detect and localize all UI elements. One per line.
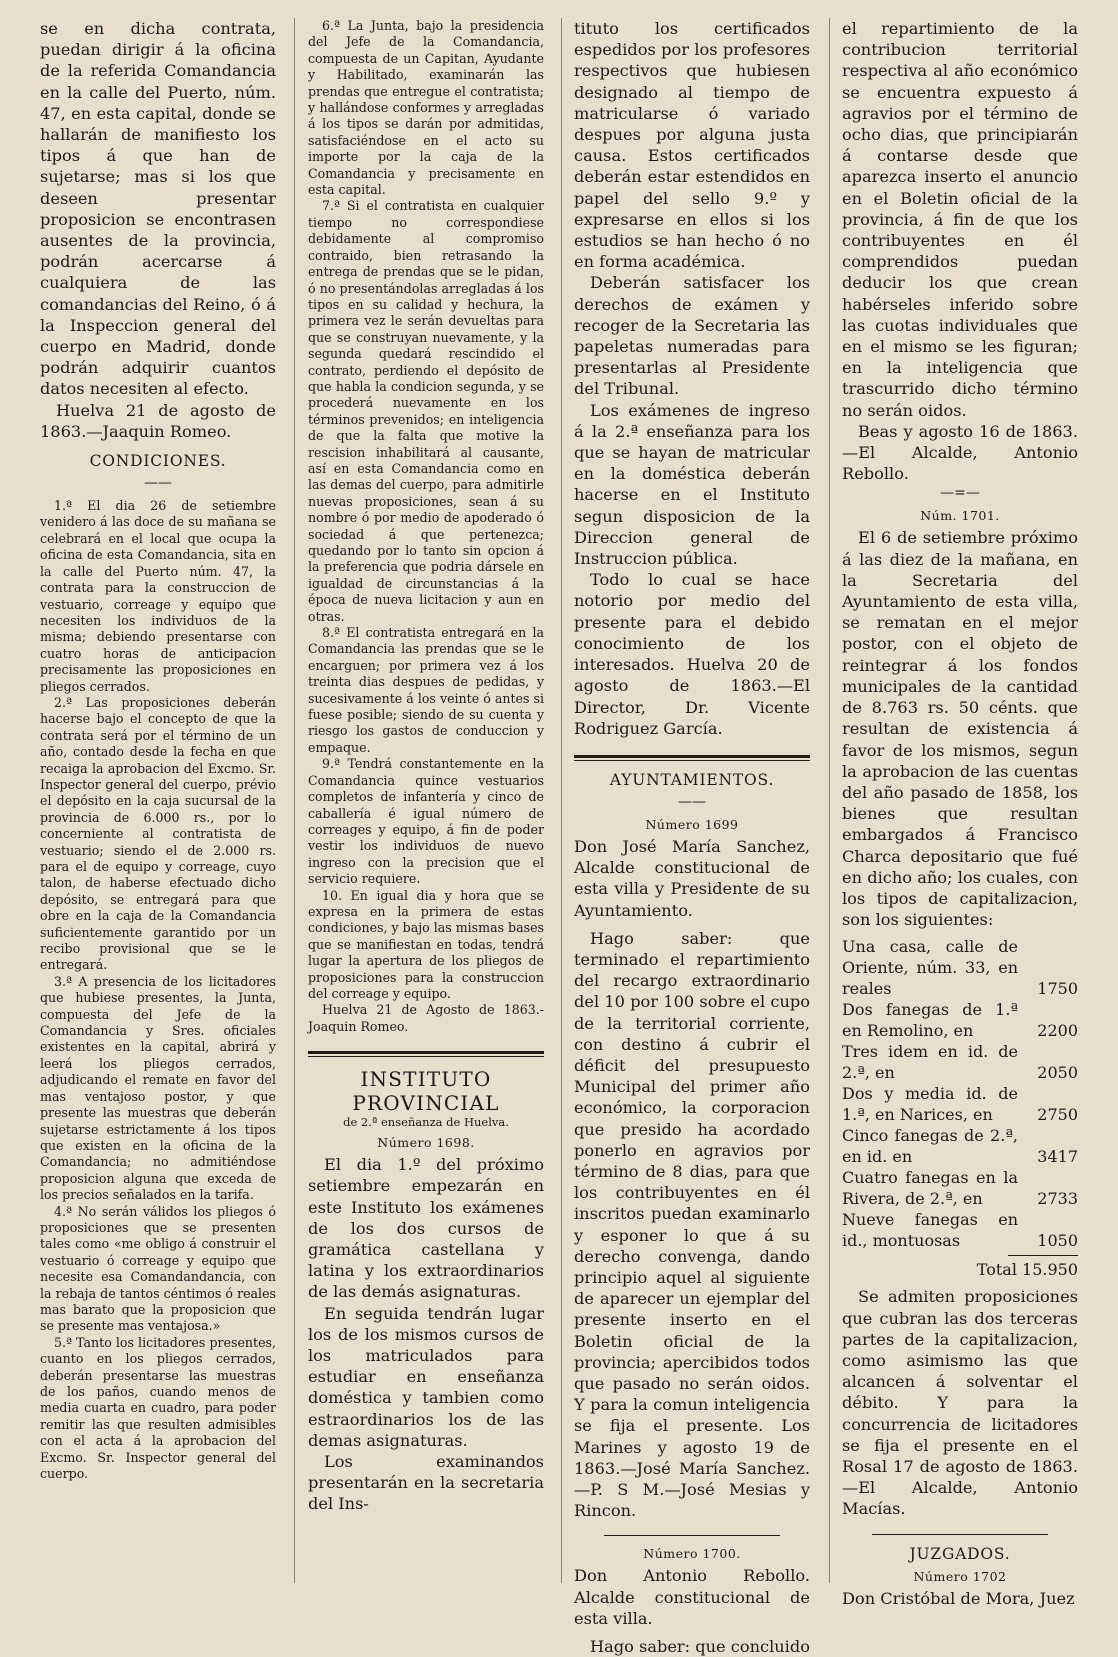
property-row	[842, 1041, 1078, 1083]
notice-1700-signature: Beas y agosto 16 de 1863. —El Alcalde, Antonio Rebollo.	[842, 421, 1078, 484]
property-value: 3417	[1037, 1147, 1078, 1167]
notice-1700-continuation: el repartimiento de la contribucion territorial respectiva al año económico se encuentra expuesto á agravios por el término de ocho dias, que principiarán á contarse desde que aparezca inserto el anuncio en el Boletin oficial de la provincia, á fin de que los contribuyentes en él comprendidos puedan deducir los que crean habérseles inferido sobre las cuotas individuales que en el mismo se les figuran; en la inteligencia que trascurrido dicho término no serán oidos.	[842, 19, 1078, 420]
property-value: 1050	[1037, 1231, 1078, 1251]
condition-7: 7.ª Si el contratista en cualquier tiempo no correspondiese debidamente al compromiso contraido, bien retrasando la entrega de prendas que se le pidan, ó no presentándolas arregladas á los tipos en su calidad y hechura, la primera vez le serán devueltas para que se construyan nuevamente, y la segunda quedará rescindido el contrato, perdiendo el depósito de que habla la condicion segunda, y se procederá nuevamente en los términos prevenidos; en inteligencia de que la falta que motive la rescision inhabilitará al causante, así en esta Comandancia como en las demas del cuerpo, para admitirle nuevas proposiciones, sean á su nombre ó por medio de apoderado ó sociedad á que pertenezca; quedando por lo tanto sin opcion á la preferencia que podria dársele en igualdad de circunstancias á la época de nueva licitacion y aun en otras.	[308, 198, 544, 624]
notice-1702-header: Don Cristóbal de Mora, Juez	[842, 1588, 1075, 1608]
instituto-ingreso: Los exámenes de ingreso á la 2.ª enseñanza para los que se hayan de matricular en la doméstica deberán hacerse en el Instituto segun disposicion de la Direccion general de Instruccion pública.	[574, 400, 810, 569]
property-label: Nueve fanegas en id., montuosas	[842, 1210, 1018, 1251]
condition-9: 9.ª Tendrá constantemente en la Comandancia quince vestuarios completos de infantería y cinco de caballería é igual número de correages y equipo, á fin de poder vestir los individuos de nuevo ingreso con la precision que el servicio requiere.	[308, 756, 544, 887]
property-label: Cinco fanegas de 2.ª, en id. en	[842, 1126, 1018, 1167]
condition-8: 8.ª El contratista entregará en la Comandancia las prendas que se le encarguen; por primera vez á los treinta dias despues de pedidas, y sucesivamente á los veinte ó antes si fuese posible; siendo de su cuenta y riesgo los gastos de conduccion y empaque.	[308, 625, 544, 755]
property-value: 2200	[1037, 1021, 1078, 1041]
property-row	[842, 1125, 1078, 1167]
section-divider	[872, 1534, 1048, 1535]
property-value: 2733	[1037, 1189, 1078, 1209]
properties-table	[842, 936, 1078, 1251]
property-label: Dos fanegas de 1.ª en Remolino, en	[842, 1000, 1018, 1041]
column-rule	[294, 18, 295, 1583]
section-divider	[308, 1051, 544, 1057]
column-1	[40, 18, 276, 1588]
notice-number-1701: Núm. 1701.	[920, 508, 1000, 524]
notice-1699-text: Hago saber: que terminado el repartimiento del recargo extraordinario del 10 por 100 sobre el cupo de la territorial corriente, con destino á cubrir el déficit del presupuesto Municipal del primer año económico, la corporacion que presido ha acordado ponerlo en agravios por término de 8 dias, para que los contribuyentes en él inscritos puedan examinarlo y esponer lo que á su derecho convenga, dando principio aquel al siguiente de aparecer un ejemplar del presente inserto en el Boletin oficial de la provincia; apercibidos todos que pasado no serán oidos. Y para la comun inteligencia se fija el presente. Los Marines y agosto 19 de 1863.—José María Sanchez.—P. S M.—José Mesias y Rincon.	[574, 928, 810, 1521]
property-row	[842, 1083, 1078, 1125]
property-value: 1750	[1037, 979, 1078, 999]
property-label: Una casa, calle de Oriente, núm. 33, en reales	[842, 937, 1018, 999]
notice-number-1698: Número 1698.	[377, 1135, 475, 1151]
notice-number-1702: Número 1702	[913, 1568, 1007, 1584]
column-4	[842, 18, 1078, 1608]
ayuntamientos-dash: ——	[678, 793, 706, 810]
total-rule	[1008, 1255, 1078, 1256]
property-row	[842, 1167, 1078, 1209]
instituto-fees: Deberán satisfacer los derechos de exámen y recoger de la Secretaria las papeletas numeradas para presentarlas al Presidente del Tribunal.	[574, 273, 810, 399]
condition-4: 4.ª No serán válidos los pliegos ó proposiciones que se presenten tales como «me obligo á construir el vestuario ó correage y equipo que necesite esa Comandandancia, con la rebaja de tantos céntimos ó reales mas barato que la proposicion que se presente mas ventajosa.»	[40, 1203, 276, 1334]
notice-1701-text: El 6 de setiembre próximo á las diez de la mañana, en la Secretaria del Ayuntamiento de esta villa, se rematan en el mejor postor, con el objeto de reintegrar á los fondos municipales de la cantidad de 8.763 rs. 50 cénts. que resultan de existencia á favor de los mismos, segun la aprobacion de las cuentas del año pasado de 1858, los bienes que resultan embargados á Francisco Charca depositario que fué en dicho año; los cuales, con los tipos de capitalizacion, son los siguientes:	[842, 528, 1078, 930]
column-rule	[829, 18, 830, 1583]
instituto-subtitle: de 2.ª enseñanza de Huelva.	[343, 1115, 509, 1130]
condition-6: 6.ª La Junta, bajo la presidencia del Jefe de la Comandancia, compuesta de un Capitan, Ayudante y Habilitado, examinarán las prendas que entregue el contratista; y hallándose conformes y arregladas á los tipos se darán por admitidas, satisfaciéndose en el acto su importe por la caja de la Comandancia y precisamente en esta capital.	[308, 18, 544, 198]
property-value: 2050	[1037, 1063, 1078, 1083]
property-row	[842, 999, 1078, 1041]
conditions-heading: CONDICIONES.	[89, 452, 227, 471]
contract-intro: se en dicha contrata, puedan dirigir á la oficina de la referida Comandancia en la calle del Puerto, núm. 47, en esta capital, donde se hallarán de manifiesto los tipos á que han de sujetarse; mas si los que deseen presentar proposicion se encontrasen ausentes de la provincia, podrán acercarse á cualquiera de las comandancias del Reino, ó á la Inspeccion general del cuerpo en Madrid, donde podrán adquirir cuantos datos necesiten al efecto.	[40, 19, 276, 399]
instituto-continuation: tituto los certificados espedidos por los profesores respectivos que hubiesen designado al tiempo de matricularse ó variado despues por alguna justa causa. Estos certificados deberán estar estendidos en papel del sello 9.º y expresarse en ellos si los estudios se han hecho ó no en forma académica.	[574, 19, 810, 272]
column-rule	[561, 18, 562, 1583]
column-3	[574, 18, 810, 1657]
condition-5: 5.ª Tanto los licitadores presentes, cuanto en los pliegos cerrados, deberán presentarse las muestras de los paños, cuando menos de media cuarta en cuadro, para poder remitir las que resulten admisibles con el acta á la aprobacion del Excmo. Sr. Inspector general del cuerpo.	[40, 1334, 276, 1482]
property-label: Cuatro fanegas en la Rivera, de 2.ª, en	[842, 1168, 1018, 1209]
instituto-paragraph-2: En seguida tendrán lugar los de los mismos cursos de los matriculados para estudiar en enseñanza doméstica y tambien como estraordinarios los de las demas asignaturas.	[308, 1303, 544, 1450]
property-label: Dos y media id. de 1.ª, en Narices, en	[842, 1084, 1018, 1125]
property-value: 2750	[1037, 1105, 1078, 1125]
instituto-signature: Todo lo cual se hace notorio por medio del presente para el debido conocimiento de los interesados. Huelva 20 de agosto de 1863.—El Director, Dr. Vicente Rodriguez García.	[574, 570, 810, 738]
notice-divider	[604, 1535, 780, 1536]
condition-10: 10. En igual dia y hora que se expresa en la primera de estas condiciones, y bajo las mismas bases que se manifiestan en todas, tendrá lugar la apertura de los pliegos de proposiciones para la construccion del correage y equipo.	[308, 887, 545, 1001]
ayuntamientos-heading: AYUNTAMIENTOS.	[609, 770, 775, 789]
condition-1: 1.ª El dia 26 de setiembre venidero á las doce de su mañana se celebrará en el local que ocupa la oficina de esta Comandancia, sita en la calle del Puerto núm. 47, la contrata para la construccion de vestuario, correage y equipo que necesiten los individuos de la misma; debiendo presentarse con cuatro horas de anticipacion precisamente las proposiciones en pliegos cerrados.	[40, 498, 276, 694]
properties-total: Total 15.950	[976, 1260, 1078, 1280]
column-2	[308, 18, 544, 1588]
property-row	[842, 936, 1078, 999]
notice-1699-header: Don José María Sanchez, Alcalde constitucional de esta villa y Presidente de su Ayuntamiento.	[574, 836, 810, 920]
notice-separator: —=—	[940, 485, 980, 502]
section-divider	[574, 755, 810, 761]
conditions-signature: Huelva 21 de Agosto de 1863.-Joaquin Romeo.	[308, 1002, 544, 1034]
instituto-paragraph-1: El dia 1.º del próximo setiembre empezarán en este Instituto los exámenes de los dos cursos de gramática castellana y latina y los extraordinarios de las demás asignaturas.	[308, 1155, 544, 1302]
property-label: Tres idem en id. de 2.ª, en	[842, 1042, 1018, 1083]
notice-1701-conditions: Se admiten proposiciones que cubran las dos terceras partes de la capitalizacion, como asimismo las que alcancen á solventar el débito. Y para la concurrencia de licitadores se fija el presente en el Rosal 17 de agosto de 1863. —El Alcalde, Antonio Macías.	[842, 1287, 1078, 1519]
condition-2: 2.ª Las proposiciones deberán hacerse bajo el concepto de que la contrata será por el término de un año, contado desde la fecha en que recaiga la aprobacion del Excmo. Sr. Inspector general del cuerpo, prévio el depósito en la caja sucursal de la provincia de 6.000 rs., por lo concerniente al contratista de vestuario; siendo el de 2.000 rs. para el de equipo y correage, cuyo talon, de haberse efectuado dicho depósito, se entregará para que obre en la caja de la Comandancia suficientemente garantido por un recibo provisional que se le entregará.	[40, 694, 276, 973]
notice-number-1699: Número 1699	[645, 816, 739, 832]
conditions-dash: ——	[144, 475, 172, 492]
notice-number-1700: Número 1700.	[643, 1546, 741, 1562]
contract-signature: Huelva 21 de agosto de 1863.—Jaaquin Romeo.	[40, 400, 276, 441]
instituto-title: INSTITUTO PROVINCIAL	[352, 1067, 500, 1116]
juzgados-heading: JUZGADOS.	[909, 1544, 1011, 1563]
notice-1700-header: Don Antonio Rebollo. Alcalde constitucional de esta villa.	[574, 1566, 810, 1628]
instituto-paragraph-3: Los examinandos presentarán en la secretaria del Ins-	[308, 1452, 544, 1514]
property-row	[842, 1209, 1078, 1251]
notice-1700-text: Hago saber: que concluido	[590, 1637, 810, 1657]
condition-3: 3.ª A presencia de los licitadores que hubiese presentes, la Junta, compuesta del Jefe de la Comandancia y Sres. oficiales existentes en la capital, abrirá y leerá los pliegos cerrados, adjudicando el remate en favor del mas ventajoso postor, y que presente las muestras que deberán sujetarse estrictamente á los tipos que existen en la oficina de la Comandancia; no admitiéndose proposicion alguna que exceda de los precios señalados en la tarifa.	[40, 973, 276, 1203]
